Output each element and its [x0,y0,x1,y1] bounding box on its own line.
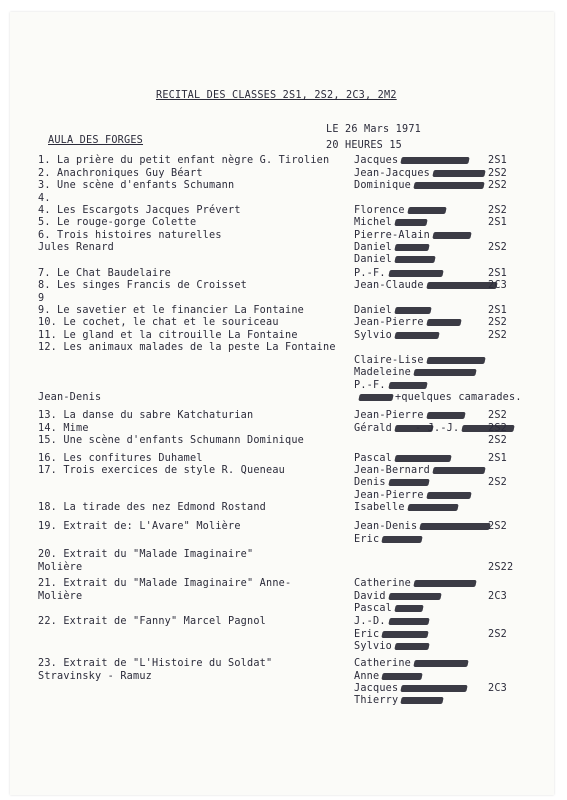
line-text: 6. Trois histoires naturelles [38,230,222,241]
program-line-r [354,305,431,317]
redaction-mark [413,369,476,376]
program-line-r [354,280,497,292]
line-text: 2S2 [488,242,508,253]
program-line-r [354,591,441,603]
program-line-l [38,168,203,180]
program-line-r [354,502,458,514]
program-line-r [354,242,429,254]
program-line-l [38,562,82,574]
program-line-r [354,477,429,489]
line-text: Sylvio [354,641,393,652]
program-line-r [354,534,422,546]
redaction-mark [407,207,446,214]
line-text: +quelques camarades. [395,392,522,403]
redaction-mark [420,523,491,530]
line-text: Stravinsky - Ramuz [38,671,153,682]
program-line-r [354,330,439,342]
line-text: 7. Le Chat Baudelaire [38,268,172,279]
line-text: 2S2 [488,629,508,640]
program-line-c [488,205,507,217]
redaction-mark [394,244,429,251]
line-text: 11. Le gland et la citrouille La Fontaine [38,330,298,341]
redaction-mark [426,412,465,419]
line-text: J.-D. [354,616,386,627]
line-text: 4. [38,193,51,204]
program-line-c [488,217,507,229]
program-line-r [354,268,443,280]
redaction-mark [382,673,423,680]
line-text: 9 [38,293,45,304]
program-line-r [354,317,461,329]
line-text: 23. Extrait de "L'Histoire du Soldat" [38,658,273,669]
line-text: Eric [354,534,380,545]
program-line-l [38,616,266,628]
line-text: 2S2 [488,205,508,216]
line-text: 2S1 [488,453,508,464]
redaction-mark [401,697,444,704]
line-text: 5. Le rouge-gorge Colette [38,217,197,228]
redaction-mark [388,382,427,389]
line-text: Daniel [354,305,393,316]
line-text: 18. La tirade des nez Edmond Rostand [38,502,267,513]
line-text: 2S2 [488,317,508,328]
line-text: 2S2 [488,423,508,434]
program-line-r [354,217,427,229]
program-line-l [38,435,304,447]
line-text: 2S2 [488,521,508,532]
line-text: 22. Extrait de "Fanny" Marcel Pagnol [38,616,267,627]
line-text: David [354,591,386,602]
program-line-l [38,305,304,317]
program-line-l [38,453,203,465]
line-text: 15. Une scène d'enfants Schumann Dominique [38,435,305,446]
program-line-r [354,367,476,379]
redaction-mark [432,170,485,177]
event-time: 20 HEURES 15 [326,140,403,151]
program-line-c [488,683,507,695]
line-text: Thierry [354,695,399,706]
program-line-l [38,591,82,603]
program-line-r [354,155,469,167]
program-line-c [488,435,507,447]
program-line-c [488,242,507,254]
redaction-mark [426,357,485,364]
line-text: Sylvio [354,330,393,341]
redaction-mark [401,685,468,692]
line-text: Michel [354,217,393,228]
program-line-c [488,562,513,574]
line-text: 2S1 [488,155,508,166]
program-line-c [488,317,507,329]
program-line-r [354,521,490,533]
program-line-r [354,695,443,707]
program-line-r [354,230,471,242]
program-line-r [354,410,465,422]
line-text: Jean-Denis [354,521,418,532]
line-text: 2C3 [488,683,508,694]
program-line-l [38,502,266,514]
venue: AULA DES FORGES [48,135,144,146]
redaction-mark [388,270,443,277]
program-line-l [38,155,329,167]
program-line-l [38,293,44,305]
line-text: 20. Extrait du "Malade Imaginaire" [38,549,254,560]
program-line-r [354,671,422,683]
program-line-r [354,465,485,477]
program-line-c [488,155,507,167]
program-line-c [488,180,507,192]
line-text: 2S2 [488,477,508,488]
program-line-r [354,683,467,695]
line-text: Molière [38,562,83,573]
line-text: Claire-Lise [354,355,424,366]
program-line-c [488,330,507,342]
line-text: Gérald [354,423,393,434]
redaction-mark [432,232,471,239]
line-text: 17. Trois exercices de style R. Queneau [38,465,286,476]
program-line-c [488,268,507,280]
line-text: Madeleine [354,367,412,378]
line-text: Anne [354,671,380,682]
line-text: 2S2 [488,168,508,179]
line-text: Jean-Denis [38,392,102,403]
line-text: 21. Extrait du "Malade Imaginaire" Anne- [38,578,292,589]
redaction-mark [382,536,423,543]
program-line-l [38,330,298,342]
line-text: Daniel [354,242,393,253]
program-line-l [38,423,89,435]
redaction-mark [394,256,435,263]
line-text: P.-F. [354,380,386,391]
line-text: 13. La danse du sabre Katchaturian [38,410,254,421]
program-line-l [38,465,285,477]
redaction-mark [426,319,461,326]
program-line-l [38,549,253,561]
line-text: Florence [354,205,405,216]
line-text: Jacques [354,683,399,694]
line-text: - J.-J. [415,423,460,434]
line-text: 9. Le savetier et le financier La Fontaine [38,305,305,316]
document-page [10,12,554,795]
line-text: 8. Les singes Francis de Croisset [38,280,248,291]
line-text: Isabelle [354,502,405,513]
line-text: P.-F. [354,268,386,279]
line-text: 4. Les Escargots Jacques Prévert [38,205,241,216]
line-text: 3. Une scène d'enfants Schumann [38,180,235,191]
redaction-mark [413,580,476,587]
program-line-r [354,180,484,192]
program-line-l [38,317,279,329]
redaction-mark [394,643,429,650]
line-text: Daniel [354,254,393,265]
line-text: Eric [354,629,380,640]
line-text: Jean-Pierre [354,410,424,421]
program-line-r [354,254,435,266]
program-line-c [488,629,507,641]
program-line-l [38,658,272,670]
program-line-r [354,658,468,670]
line-text: 2S2 [488,435,508,446]
program-line-l [38,671,152,683]
line-text: Jules Renard [38,242,115,253]
program-line-r [354,629,428,641]
line-text: 10. Le cochet, le chat et le souriceau [38,317,279,328]
program-line-r [354,355,485,367]
line-text: 1. La prière du petit enfant nègre G. Tirolien [38,155,330,166]
redaction-mark [388,618,429,625]
program-line-l [38,578,291,590]
line-text: 2S1 [488,217,508,228]
program-line-c [488,423,507,435]
line-text: 2S1 [488,305,508,316]
program-line-c [488,305,507,317]
line-text: 2C3 [488,280,508,291]
line-text: 19. Extrait de: L'Avare" Molière [38,521,241,532]
line-text: 2S1 [488,268,508,279]
program-line-l [38,280,247,292]
redaction-mark [394,307,431,314]
redaction-mark [388,479,429,486]
program-line-r [354,453,451,465]
program-line-r [354,603,423,615]
program-line-r [354,380,427,392]
line-text: Catherine [354,578,412,589]
line-text: Pierre-Alain [354,230,431,241]
line-text: Jean-Pierre [354,317,424,328]
line-text: Jean-Bernard [354,465,431,476]
program-line-c [488,477,507,489]
redaction-mark [394,455,451,462]
event-date: LE 26 Mars 1971 [326,124,422,135]
recital-title: RECITAL DES CLASSES 2S1, 2S2, 2C3, 2M2 [156,90,397,101]
program-line-c [488,410,507,422]
redaction-mark [432,467,485,474]
line-text: 16. Les confitures Duhamel [38,453,203,464]
line-text: Catherine [354,658,412,669]
program-line-l [38,193,51,205]
line-text: Molière [38,591,83,602]
redaction-mark [394,605,423,612]
line-text: Denis [354,477,386,488]
line-text: Jean-Jacques [354,168,431,179]
redaction-mark [413,660,468,667]
program-line-c [488,168,507,180]
line-text: 2. Anachroniques Guy Béart [38,168,203,179]
redaction-mark [382,631,429,638]
program-line-l [38,230,222,242]
program-line-l [38,392,101,404]
redaction-mark [394,332,439,339]
program-line-c [488,521,507,533]
program-line-c [488,591,507,603]
redaction-mark [426,282,497,289]
program-line-r [354,205,446,217]
line-text: Pascal [354,603,393,614]
program-line-l [38,217,196,229]
line-text: Pascal [354,453,393,464]
line-text: 2S2 [488,330,508,341]
redaction-mark [388,593,441,600]
line-text: 2S2 [488,180,508,191]
line-text: 2S2 [488,410,508,421]
redaction-mark [413,182,484,189]
program-line-c [488,453,507,465]
line-text: 12. Les animaux malades de la peste La Fontaine [38,342,336,353]
line-text: Jean-Claude [354,280,424,291]
program-line-r [354,490,471,502]
redaction-mark [356,392,393,404]
redaction-mark [426,492,471,499]
program-line-r [354,616,429,628]
program-line-l [38,342,336,354]
program-line-r [354,578,476,590]
program-line-r [354,641,429,653]
program-line-r [395,392,522,404]
redaction-mark [394,219,427,226]
program-line-l [38,205,241,217]
line-text: Jean-Pierre [354,490,424,501]
program-line-l [38,410,253,422]
line-text: Dominique [354,180,412,191]
program-line-l [38,268,171,280]
redaction-mark [407,504,458,511]
line-text: 2C3 [488,591,508,602]
program-line-r [354,168,485,180]
program-line-l [38,180,234,192]
line-text: 14. Mime [38,423,89,434]
line-text: Jacques [354,155,399,166]
line-text: 2S22 [488,562,514,573]
program-line-c [488,280,507,292]
redaction-mark [401,157,470,164]
program-line-l [38,521,241,533]
program-line-l [38,242,114,254]
